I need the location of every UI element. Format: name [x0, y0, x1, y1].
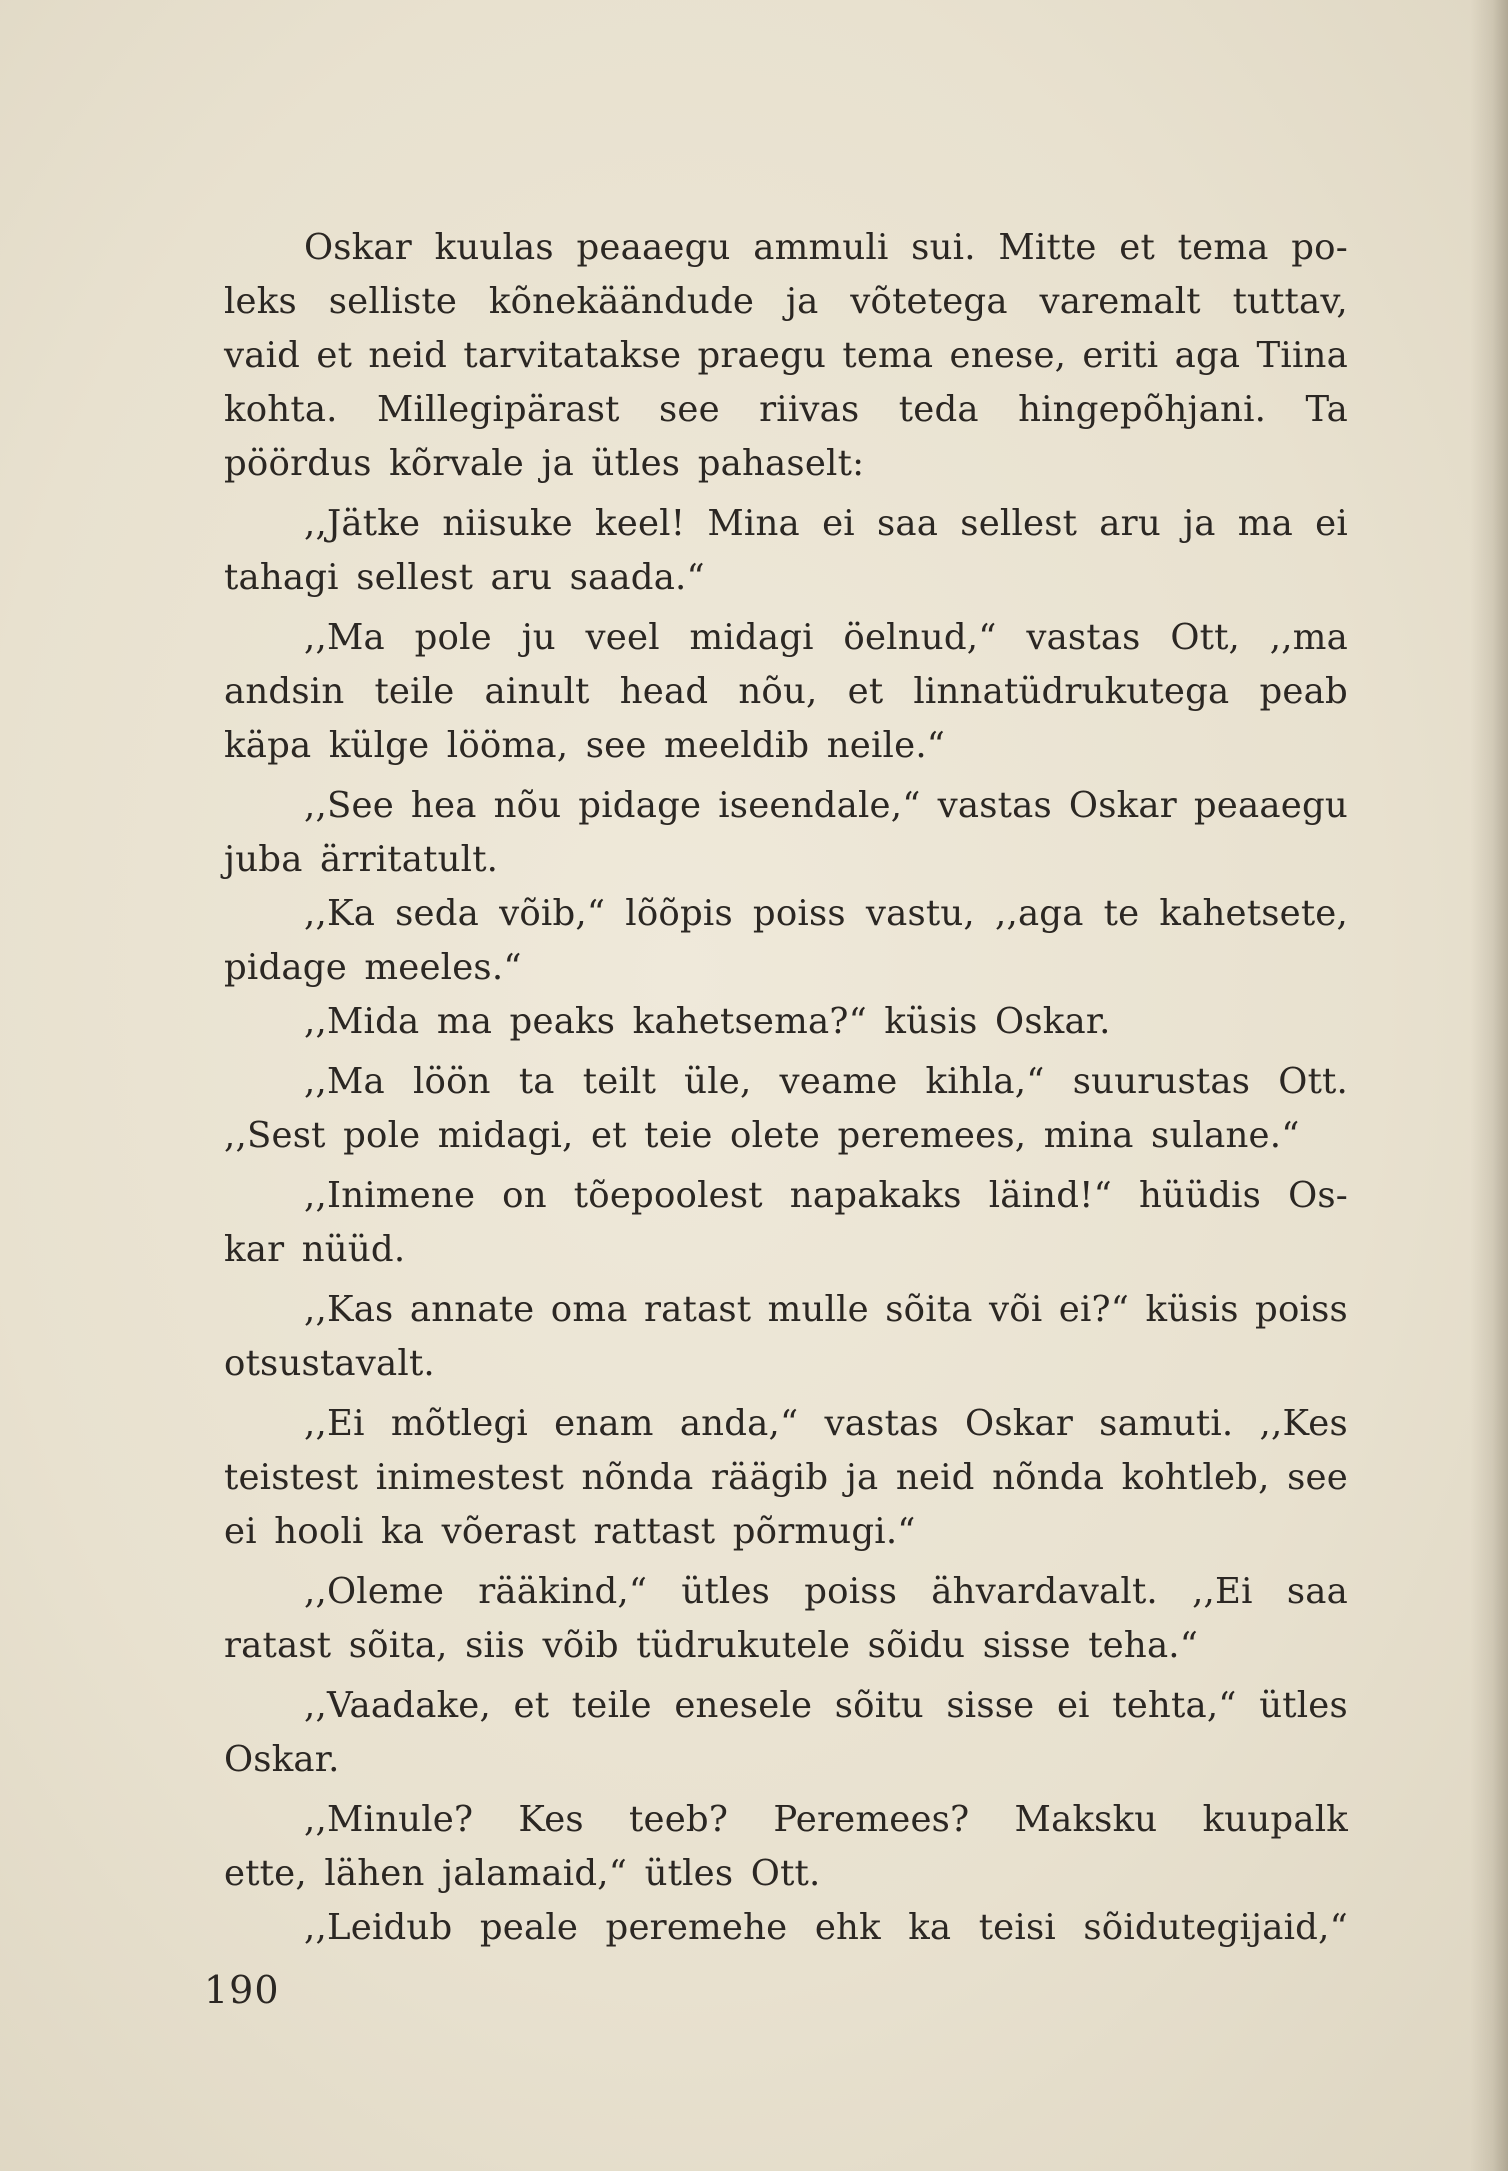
text-line: leks selliste kõnekäändude ja võtetega varemalt tuttav, [224, 281, 1348, 322]
text-line: teistest inimestest nõnda räägib ja neid nõnda kohtleb, see [224, 1457, 1348, 1498]
text-line: ,,Kas annate oma ratast mulle sõita või ei?“ küsis poiss [304, 1289, 1348, 1330]
page-edge-shadow [1470, 0, 1508, 2171]
text-line: kar nüüd. [224, 1229, 406, 1270]
text-line: ratast sõita, siis võib tüdrukutele sõidu sisse teha.“ [224, 1625, 1199, 1666]
text-line: ,,Minule? Kes teeb? Peremees? Maksku kuupalk [304, 1799, 1348, 1840]
text-line: vaid et neid tarvitatakse praegu tema enese, eriti aga Tiina [224, 335, 1348, 376]
text-line: ,,Ka seda võib,“ lõõpis poiss vastu, ,,aga te kahetsete, [304, 893, 1348, 934]
text-line: Oskar. [224, 1739, 340, 1780]
text-line: ,,Ei mõtlegi enam anda,“ vastas Oskar samuti. ,,Kes [304, 1403, 1348, 1444]
text-line: ,,Ma pole ju veel midagi öelnud,“ vastas Ott, ,,ma [304, 617, 1348, 658]
text-line: Oskar kuulas peaaegu ammuli sui. Mitte et tema po- [304, 227, 1348, 268]
text-line: tahagi sellest aru saada.“ [224, 557, 705, 598]
text-line: ei hooli ka võerast rattast põrmugi.“ [224, 1511, 916, 1552]
text-line: ,,Sest pole midagi, et teie olete peremees, mina sulane.“ [224, 1115, 1300, 1156]
text-line: ,,Ma löön ta teilt üle, veame kihla,“ suurustas Ott. [304, 1061, 1348, 1102]
text-line: ,,Jätke niisuke keel! Mina ei saa sellest aru ja ma ei [304, 503, 1348, 544]
text-line: ,,See hea nõu pidage iseendale,“ vastas Oskar peaaegu [304, 785, 1348, 826]
text-line: kohta. Millegipärast see riivas teda hingepõhjani. Ta [224, 389, 1348, 430]
text-line: ,,Vaadake, et teile enesele sõitu sisse ei tehta,“ ütles [304, 1685, 1348, 1726]
text-line: ,,Mida ma peaks kahetsema?“ küsis Oskar. [304, 1001, 1111, 1042]
text-line: ,,Leidub peale peremehe ehk ka teisi sõidutegijaid,“ [304, 1907, 1348, 1948]
text-line: pidage meeles.“ [224, 947, 522, 988]
text-line: pöördus kõrvale ja ütles pahaselt: [224, 443, 865, 484]
text-line: ,,Inimene on tõepoolest napakaks läind!“ hüüdis Os- [304, 1175, 1348, 1216]
body-text [224, 221, 1348, 1955]
text-line: juba ärritatult. [224, 839, 499, 880]
text-line: ,,Oleme rääkind,“ ütles poiss ähvardavalt. ,,Ei saa [304, 1571, 1348, 1612]
text-line: andsin teile ainult head nõu, et linnatüdrukutega peab [224, 671, 1348, 712]
text-line: otsustavalt. [224, 1343, 435, 1384]
page-number: 190 [204, 1968, 280, 2012]
text-line: käpa külge lööma, see meeldib neile.“ [224, 725, 946, 766]
text-line: ette, lähen jalamaid,“ ütles Ott. [224, 1853, 821, 1894]
